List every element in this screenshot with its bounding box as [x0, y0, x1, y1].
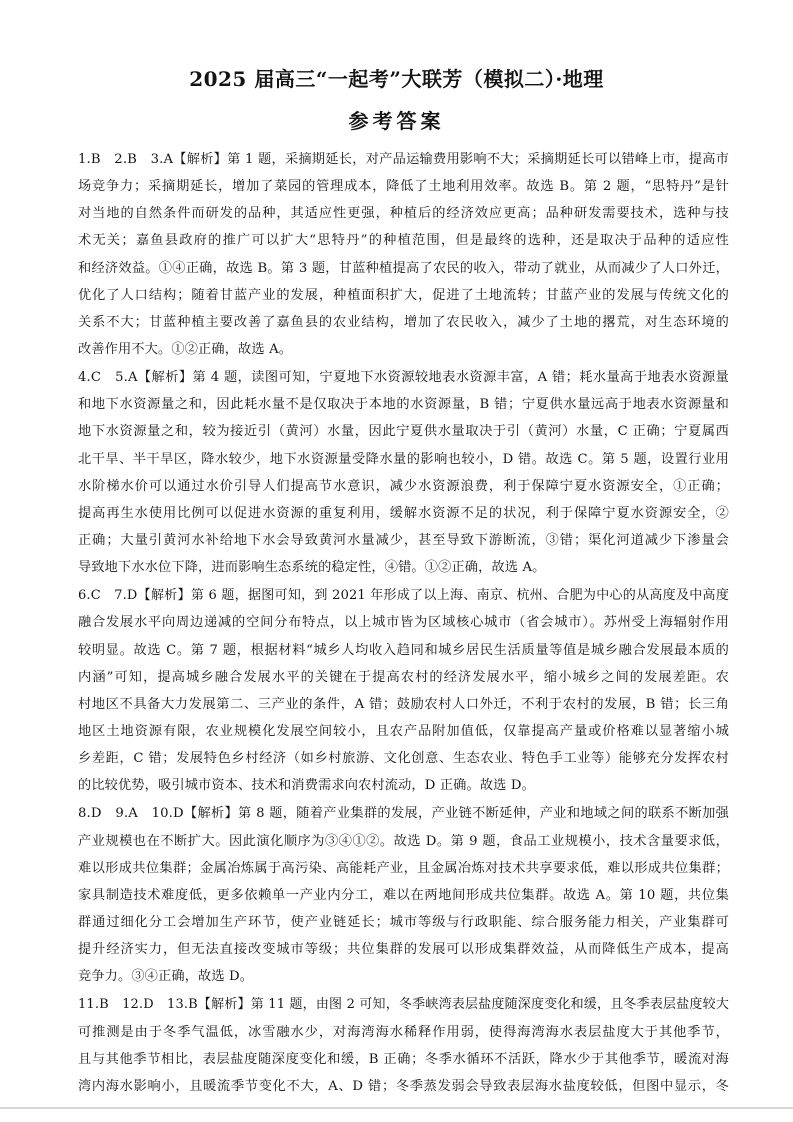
- answer-block-1-3: [78, 146, 729, 363]
- text-line: 湾内海水影响小，且暖流季节变化不大，A、D 错；冬季蒸发弱会导致表层海水盐度较低，但图中显示，冬: [78, 1078, 729, 1094]
- answer-body: [78, 146, 729, 1101]
- text-line: 群通过细化分工会增加生产环节，使产业链延长；城市等级与行政职能、综合服务能力相关，产业集群可: [78, 914, 729, 930]
- text-line: 地区土地资源有限，农业规模化发展空间较小，且农产品附加值低，仅靠提高产量或价格难以显著缩小城: [78, 723, 729, 739]
- text-line: 较明显。故选 C。第 7 题，根据材料“城乡人均收入趋同和城乡居民生活质量等值是城乡融合发展最本质的: [78, 642, 729, 658]
- text-line: 内涵”可知，提高城乡融合发展水平的关键在于提高农村的经济发展水平，缩小城乡之间的发展差距。农: [78, 669, 729, 685]
- text-line: 8.D 9.A 10.D【解析】第 8 题，随着产业集群的发展，产业链不断延伸，产业和地域之间的联系不断加强: [78, 806, 729, 822]
- page-bottom-divider: [0, 1107, 793, 1109]
- text-line: 家具制造技术难度低，更多依赖单一产业内分工，难以在两地间形成共位集群。故选 A。第 10 题，共位集: [78, 887, 729, 903]
- text-line: 北干旱、半干旱区，降水较少，地下水资源量受降水量的影响也较小，D 错。故选 C。第 5 题，设置行业用: [78, 451, 729, 467]
- text-line: 6.C 7.D【解析】第 6 题，据图可知，到 2021 年形成了以上海、南京、杭州、合肥为中心的从高度及中高度: [78, 588, 729, 604]
- text-line: 优化了人口结构；随着甘蓝产业的发展，种植面积扩大，促进了土地流转；甘蓝产业的发展与传统文化的: [78, 287, 729, 303]
- text-line: 对当地的自然条件而研发的品种，其适应性更强，种植后的经济效应更高；品种研发需要技术，选种与技: [78, 206, 729, 222]
- document-subtitle: 参考答案: [348, 109, 445, 133]
- text-line: 4.C 5.A【解析】第 4 题，读图可知，宁夏地下水资源较地表水资源丰富，A 错；耗水量高于地表水资源量: [78, 370, 729, 386]
- text-line: 产业规模也在不断扩大。因此演化顺序为③④①②。故选 D。第 9 题，食品工业规模小，技术含量要求低，: [78, 833, 729, 849]
- text-line: 水阶梯水价可以通过水价引导人们提高节水意识，减少水资源浪费，利于保障宁夏水资源安全，①正确；: [78, 478, 729, 494]
- text-line: 地下水资源量之和，较为接近引（黄河）水量，因此宁夏供水量取决于引（黄河）水量，C 正确；宁夏属西: [78, 424, 729, 440]
- text-line: 乡差距，C 错；发展特色乡村经济（如乡村旅游、文化创意、生态农业、特色手工业等）能够充分发挥农村: [78, 751, 729, 767]
- text-line: 1.B 2.B 3.A【解析】第 1 题，采摘期延长，对产品运输费用影响不大；采摘期延长可以错峰上市，提高市: [78, 152, 729, 167]
- text-line: 术无关；嘉鱼县政府的推广可以扩大“思特丹”的种植范围，但是最终的选种，还是取决于品种的适应性: [78, 233, 729, 249]
- answer-block-6-7: [78, 582, 729, 799]
- answer-block-11-13: [78, 991, 729, 1100]
- text-line: 和经济效益。①④正确，故选 B。第 3 题，甘蓝种植提高了农民的收入，带动了就业，从而减少了人口外迁，: [78, 260, 729, 276]
- text-line: 11.B 12.D 13.B【解析】第 11 题，由图 2 可知，冬季峡湾表层盐度随深度变化和缓，且冬季表层盐度较大: [78, 997, 729, 1013]
- text-line: 正确；大量引黄河水补给地下水会导致黄河水量减少，甚至导致下游断流，③错；渠化河道减少下渗量会: [78, 532, 729, 548]
- text-line: 竞争力。③④正确，故选 D。: [78, 969, 254, 985]
- text-line: 和地下水资源量之和，因此耗水量不是仅取决于本地的水资源量，B 错；宁夏供水量远高于地表水资源量和: [78, 397, 729, 413]
- text-line: 改善作用不大。①②正确，故选 A。: [78, 341, 293, 357]
- text-line: 融合发展水平向周边递减的空间分布特点，以上城市皆为区域核心城市（省会城市）。苏州受上海辐射作用: [78, 615, 729, 631]
- text-line: 场竞争力；采摘期延长，增加了菜园的管理成本，降低了土地利用效率。故选 B。第 2 题，“思特丹”是针: [78, 179, 729, 195]
- text-line: 可推测是由于冬季气温低，冰雪融水少，对海湾海水稀释作用弱，使得海湾海水表层盐度大于其他季节，: [78, 1024, 729, 1040]
- text-line: 关系不大；甘蓝种植主要改善了嘉鱼县的农业结构，增加了农民收入，减少了土地的撂荒，对生态环境的: [78, 314, 729, 330]
- text-line: 导致地下水水位下降，进而影响生态系统的稳定性，④错。①②正确，故选 A。: [78, 560, 546, 576]
- text-line: 提升经济实力，但无法直接改变城市等级；共位集群的发展可以形成集群效益，从而降低生产成本，提高: [78, 942, 729, 958]
- answer-block-4-5: [78, 364, 729, 581]
- text-line: 村地区不具备大力发展第二、三产业的条件，A 错；鼓励农村人口外迁，不利于农村的发展，B 错；长三角: [78, 696, 729, 712]
- text-line: 的比较优势，吸引城市资本、技术和消费需求向农村流动，D 正确。故选 D。: [78, 778, 535, 794]
- document-title: 2025 届高三“一起考”大联芳（模拟二）·地理: [189, 67, 604, 91]
- answer-block-8-10: [78, 800, 729, 990]
- text-line: 且与其他季节相比，表层盐度随深度变化和缓，B 正确；冬季水循环不活跃，降水少于其他季节，暖流对海: [78, 1051, 729, 1067]
- text-line: 提高再生水使用比例可以促进水资源的重复利用，缓解水资源不足的状况，利于保障宁夏水资源安全，②: [78, 505, 729, 521]
- text-line: 难以形成共位集群；金属冶炼属于高污染、高能耗产业，且金属冶炼对技术共享要求低，难以形成共位集群；: [78, 860, 729, 876]
